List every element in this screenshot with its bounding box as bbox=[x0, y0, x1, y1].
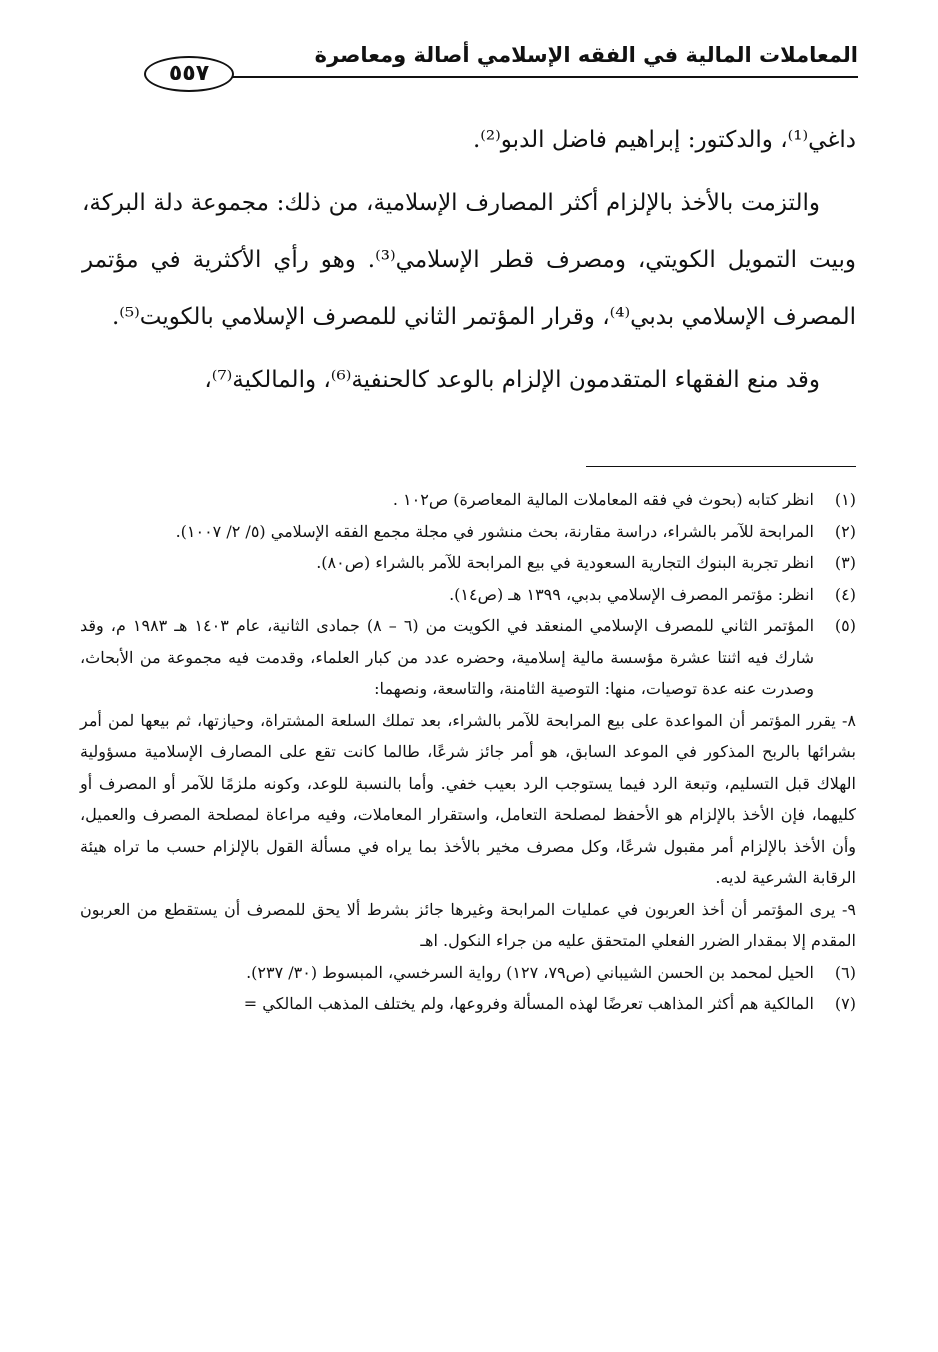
footnote-text: المرابحة للآمر بالشراء، دراسة مقارنة، بحث منشور في مجلة مجمع الفقه الإسلامي (٥/ ٢/ ١٠٠٧). bbox=[175, 521, 814, 541]
footnote-text: المؤتمر الثاني للمصرف الإسلامي المنعقد في الكويت من (٦ – ٨) جمادى الثانية، عام ١٤٠٣ هـ ١٩٨٣ م، وقد شارك فيه اثنتا عشرة مؤسسة مالية إسلامية، وحضره عدد من كبار العلماء، وقدمت فيه مجموعة من الأبحاث، وصدرت عنه عدة توصيات، منها: التوصية الثامنة، والتاسعة، ونصهما: bbox=[80, 616, 815, 698]
footnote-1 bbox=[80, 484, 856, 516]
footnote-number: (٥) bbox=[834, 616, 856, 635]
footnote-separator bbox=[586, 466, 856, 467]
header-rule bbox=[220, 76, 858, 78]
paragraph-2: والتزمت بالأخذ بالإلزام أكثر المصارف الإسلامية، من ذلك: مجموعة دلة البركة، وبيت التمويل الكويتي، ومصرف قطر الإسلامي⁽³⁾. وهو رأي الأكثرية في مؤتمر المصرف الإسلامي بدبي⁽⁴⁾، وقرار المؤتمر الثاني للمصرف الإسلامي بالكويت⁽⁵⁾. bbox=[82, 190, 856, 330]
footnote-number: (٣) bbox=[834, 553, 856, 572]
footnote-5-item-8: ٨- يقرر المؤتمر أن المواعدة على بيع المرابحة للآمر بالشراء، بعد تملك السلعة المشتراة، وحيازتها، ثم بيعها لمن أمر بشرائها بالربح المذكور في الموعد السابق، هو أمر جائز شرعًا، طالما كانت تقع على المصارف الإسلامية مسؤولية الهلاك قبل التسليم، وتبعة الرد فيما يستوجب الرد بعيب خفي. وأما بالنسبة للوعد، وكونه ملزمًا للآمر أو المصرف أو كليهما، فإن الأخذ بالإلزام هو الأحفظ لمصلحة التعامل، واستقرار المعاملات، وفيه مراعاة لمصلحة المصرف والعميل، وأن الأخذ بالإلزام أمر مقبول شرعًا، وكل مصرف مخير بالأخذ بما يراه في مسألة القول بالإلزام حسب ما تراه هيئة الرقابة الشرعية لديه. bbox=[80, 710, 856, 887]
footnote-5 bbox=[80, 610, 856, 705]
footnote-6 bbox=[80, 957, 856, 989]
footnote-2 bbox=[80, 516, 856, 548]
paragraph-1: داغي⁽¹⁾، والدكتور: إبراهيم فاضل الدبو⁽²⁾. bbox=[472, 127, 856, 153]
footnote-number: (١) bbox=[834, 490, 856, 509]
footnote-text: انظر: مؤتمر المصرف الإسلامي بدبي، ١٣٩٩ هـ (ص١٤). bbox=[449, 584, 814, 604]
footnote-3 bbox=[80, 547, 856, 579]
main-text bbox=[82, 112, 856, 415]
footnote-text: انظر تجربة البنوك التجارية السعودية في بيع المرابحة للآمر بالشراء (ص٨٠). bbox=[316, 553, 814, 572]
page-number: ٥٥٧ bbox=[144, 56, 234, 92]
book-title: المعاملات المالية في الفقه الإسلامي أصالة ومعاصرة bbox=[314, 43, 858, 67]
footnote-5-item-9: ٩- يرى المؤتمر أن أخذ العربون في عمليات المرابحة وغيرها جائز بشرط ألا يحق للمصرف أن يستقطع من العربون المقدم إلا بمقدار الضرر الفعلي المتحقق عليه من جراء النكول. اهـ bbox=[80, 899, 856, 950]
footnote-number: (٢) bbox=[834, 521, 856, 541]
footnote-number: (٧) bbox=[834, 994, 856, 1013]
footnote-number: (٤) bbox=[834, 584, 856, 604]
footnote-7 bbox=[80, 988, 856, 1020]
paragraph-3: وقد منع الفقهاء المتقدمون الإلزام بالوعد كالحنفية⁽⁶⁾، والمالكية⁽⁷⁾، bbox=[204, 367, 820, 393]
footnote-4 bbox=[80, 579, 856, 611]
footnote-number: (٦) bbox=[834, 962, 856, 982]
footnote-text: الحيل لمحمد بن الحسن الشيباني (ص٧٩، ١٢٧) رواية السرخسي، المبسوط (٣٠/ ٢٣٧). bbox=[246, 962, 814, 982]
footnotes bbox=[80, 484, 856, 1020]
footnote-text: المالكية هم أكثر المذاهب تعرضًا لهذه المسألة وفروعها، ولم يختلف المذهب المالكي = bbox=[243, 994, 814, 1013]
footnote-text: انظر كتابه (بحوث في فقه المعاملات المالية المعاصرة) ص١٠٢ . bbox=[392, 490, 814, 509]
